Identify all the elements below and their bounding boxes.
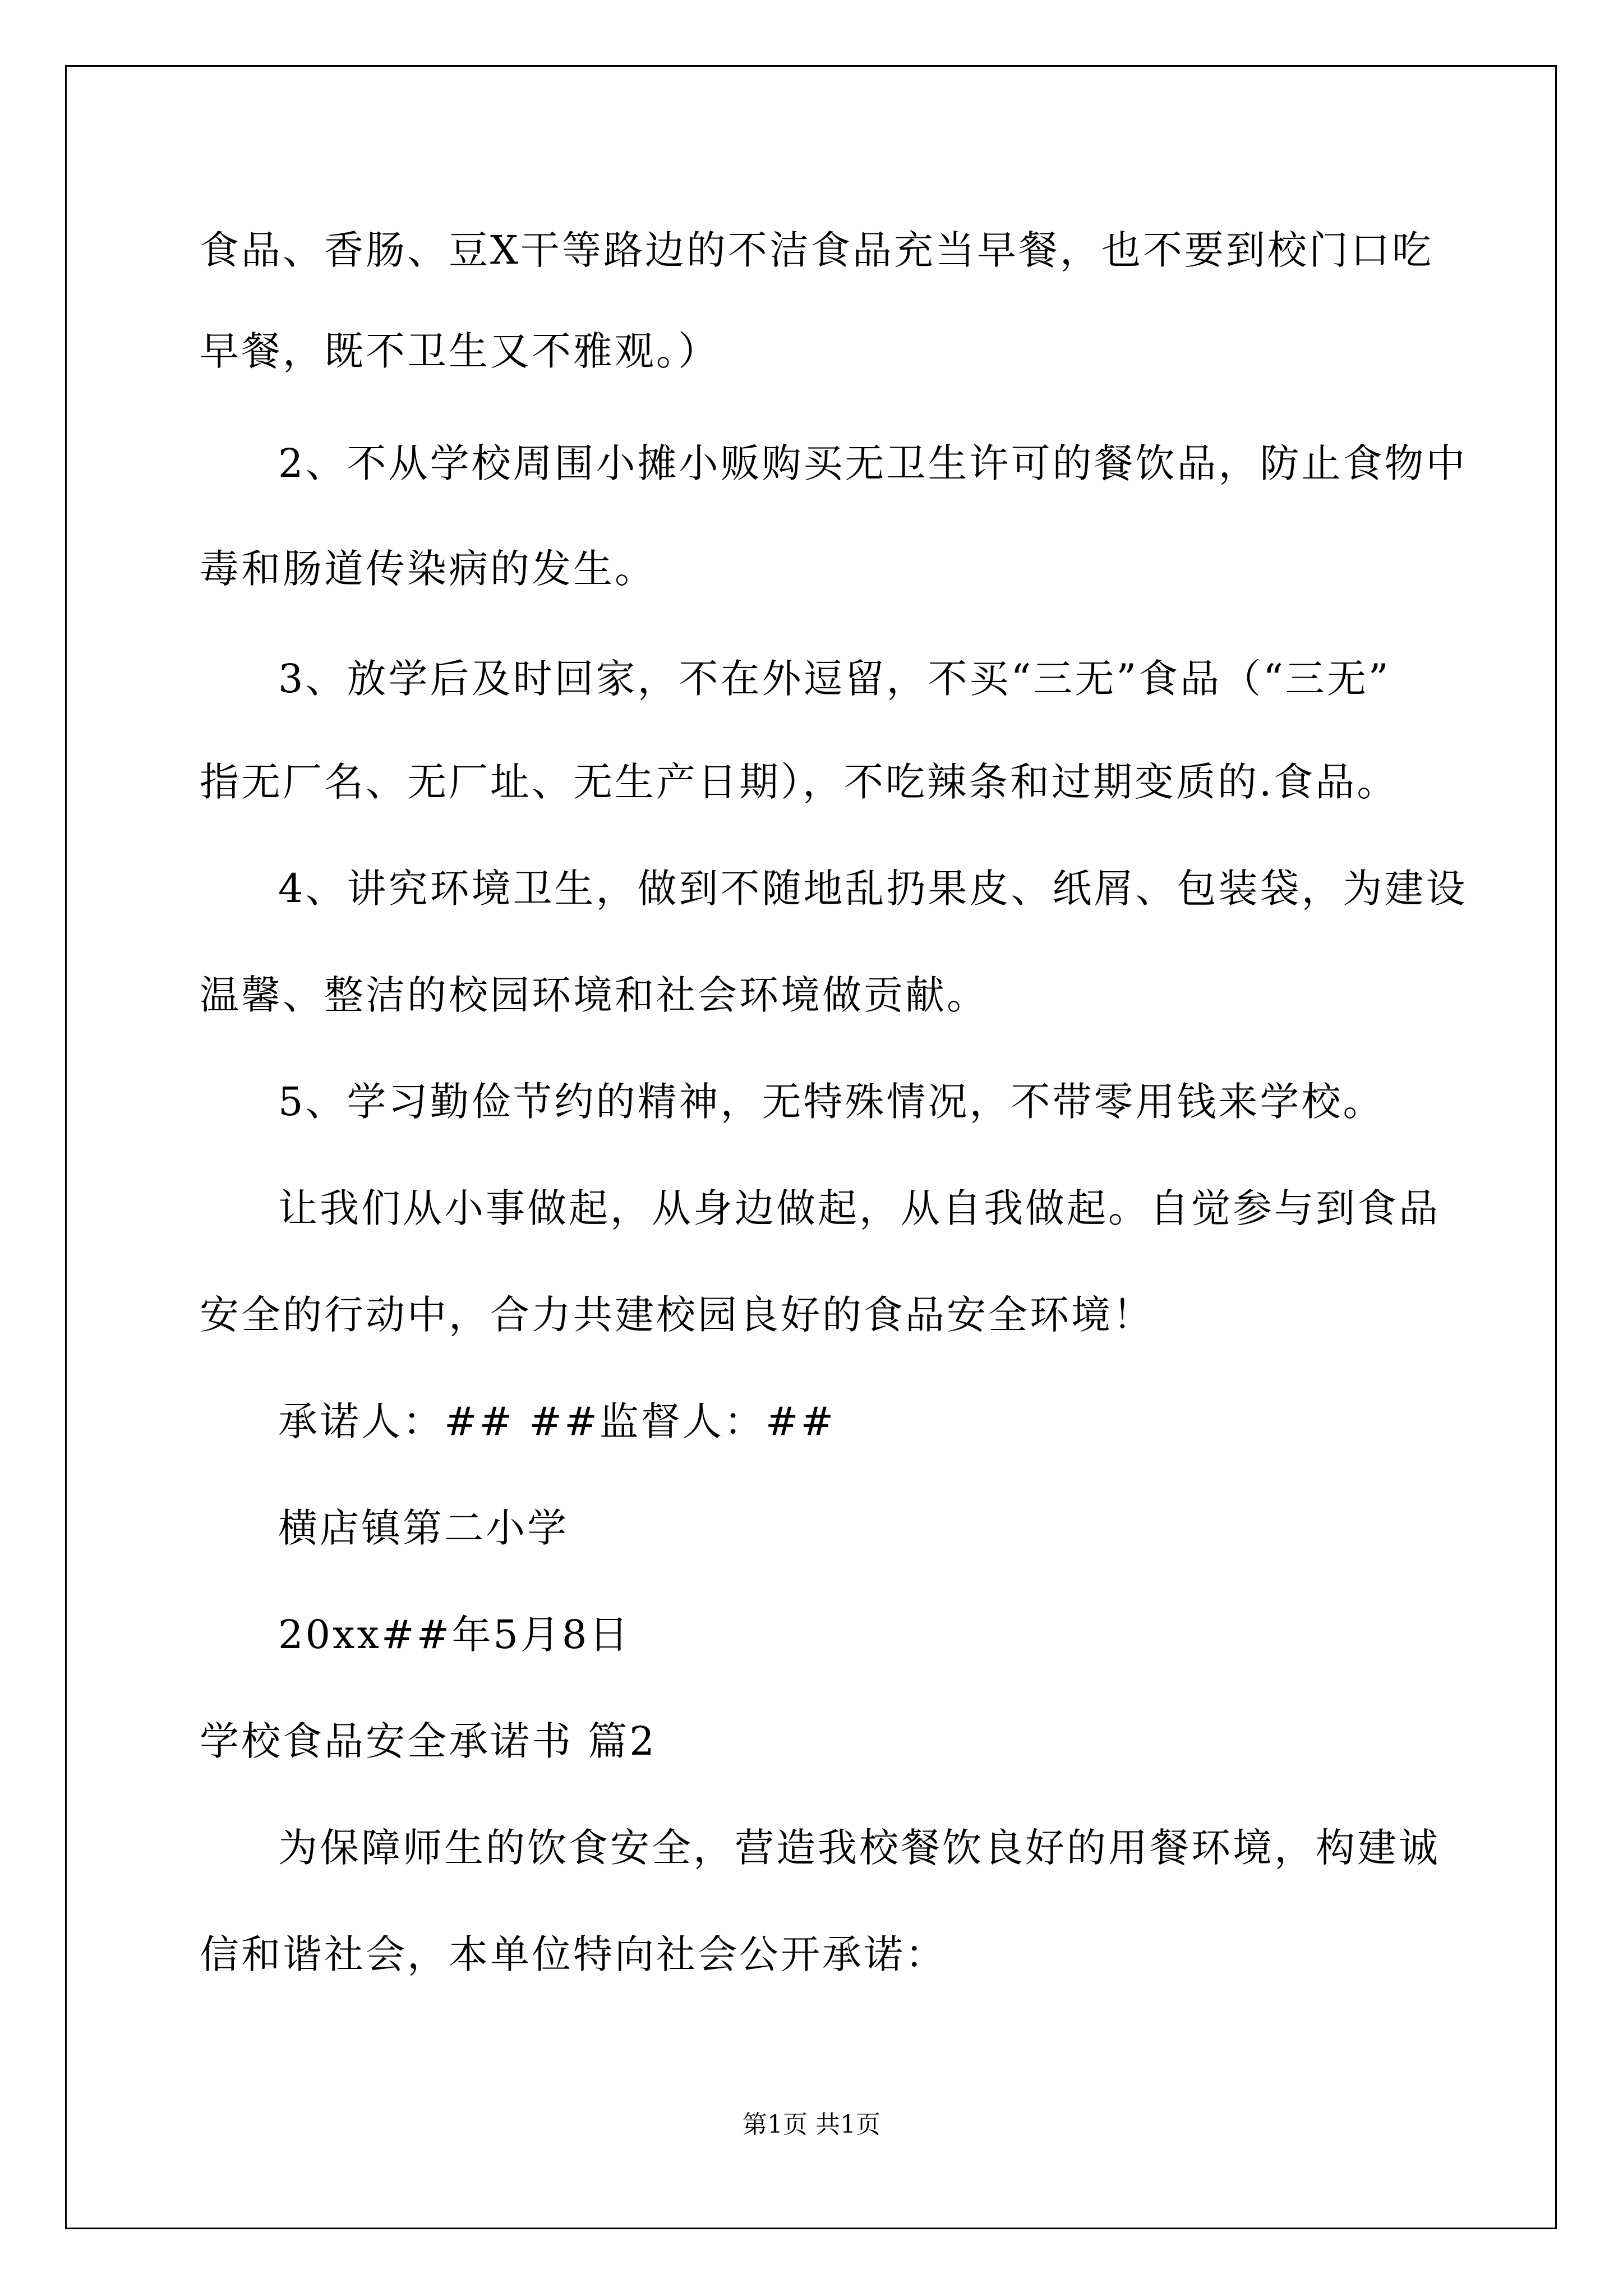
page-border	[65, 65, 1557, 2229]
paragraph-line: 指无厂名、无厂址、无生产日期），不吃辣条和过期变质的.食品。	[200, 759, 1399, 805]
paragraph-line: 4、讲究环境卫生，做到不随地乱扔果皮、纸屑、包装袋，为建设	[278, 866, 1468, 912]
paragraph-line: 让我们从小事做起，从身边做起，从自我做起。自觉参与到食品	[278, 1185, 1440, 1231]
date-line: 20xx##年5月8日	[278, 1612, 631, 1658]
paragraph-line: 温馨、整洁的校园环境和社会环境做贡献。	[200, 972, 988, 1018]
signatory-line: 承诺人：## ##监督人：##	[278, 1398, 836, 1444]
page-number: 第1页 共1页	[743, 2110, 880, 2139]
paragraph-line: 安全的行动中，合力共建校园良好的食品安全环境！	[200, 1292, 1154, 1338]
paragraph-line: 3、放学后及时回家，不在外逗留，不买“三无”食品（“三无”	[278, 656, 1391, 702]
paragraph-line: 毒和肠道传染病的发生。	[200, 546, 656, 592]
paragraph-line: 信和谐社会，本单位特向社会公开承诺：	[200, 1931, 947, 1977]
paragraph-line: 2、不从学校周围小摊小贩购买无卫生许可的餐饮品，防止食物中	[278, 440, 1468, 486]
school-name: 横店镇第二小学	[278, 1505, 569, 1551]
paragraph-line: 食品、香肠、豆X干等路边的不洁食品充当早餐，也不要到校门口吃	[200, 227, 1433, 273]
paragraph-line: 早餐，既不卫生又不雅观。）	[200, 328, 720, 374]
paragraph-line: 5、学习勤俭节约的精神，无特殊情况，不带零用钱来学校。	[278, 1079, 1385, 1125]
section-heading: 学校食品安全承诺书 篇2	[200, 1718, 657, 1764]
paragraph-line: 为保障师生的饮食安全，营造我校餐饮良好的用餐环境，构建诚	[278, 1825, 1440, 1871]
